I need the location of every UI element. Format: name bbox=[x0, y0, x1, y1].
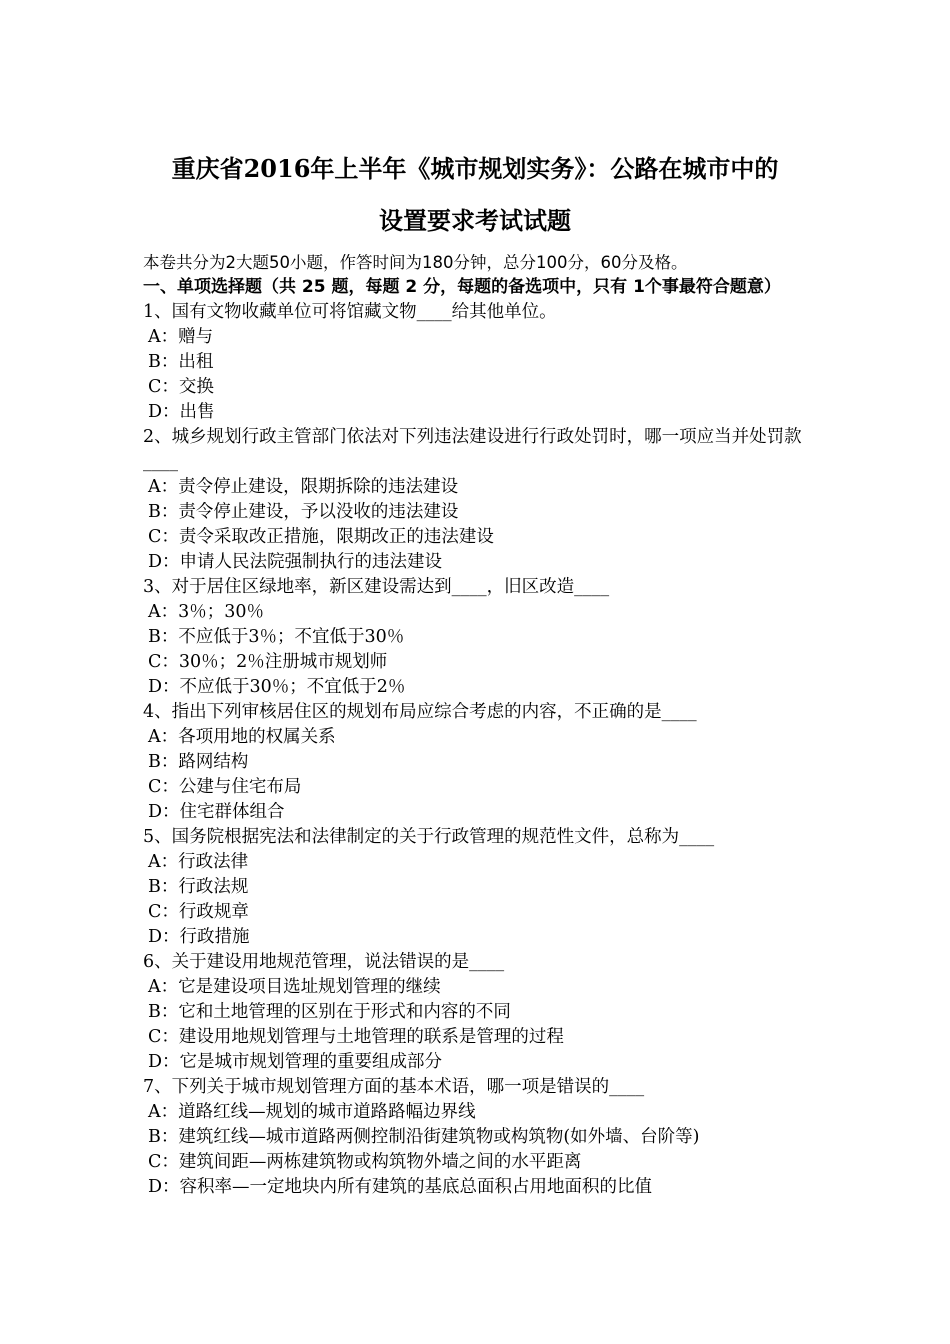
option-c: C：30％；2％注册城市规划师 bbox=[148, 652, 388, 672]
question-3 bbox=[143, 575, 823, 700]
option-a: A：3％；30％ bbox=[148, 602, 265, 622]
option-a: A：赠与 bbox=[148, 327, 214, 347]
option-d: D：出售 bbox=[148, 402, 215, 422]
option-c: C：公建与住宅布局 bbox=[148, 777, 302, 797]
option-c: C：建设用地规划管理与土地管理的联系是管理的过程 bbox=[148, 1027, 564, 1047]
option-c: C：责令采取改正措施，限期改正的违法建设 bbox=[148, 527, 494, 547]
option-b: B：建筑红线—城市道路两侧控制沿街建筑物或构筑物(如外墙、台阶等) bbox=[148, 1127, 700, 1147]
question-stem: 1、国有文物收藏单位可将馆藏文物____给其他单位。 bbox=[143, 302, 557, 322]
option-a: A：道路红线—规划的城市道路路幅边界线 bbox=[148, 1102, 476, 1122]
question-6 bbox=[143, 950, 823, 1075]
option-d: D：不应低于30％；不宜低于2％ bbox=[148, 677, 406, 697]
option-c: C：行政规章 bbox=[148, 902, 249, 922]
option-d: D：容积率—一定地块内所有建筑的基底总面积占用地面积的比值 bbox=[148, 1177, 653, 1197]
question-7 bbox=[143, 1075, 823, 1200]
question-stem: 5、国务院根据宪法和法律制定的关于行政管理的规范性文件，总称为____ bbox=[143, 827, 715, 847]
document-body bbox=[143, 250, 823, 1200]
option-b: B：它和土地管理的区别在于形式和内容的不同 bbox=[148, 1002, 511, 1022]
exam-intro: 本卷共分为2大题50小题，作答时间为180分钟，总分100分，60分及格。 bbox=[143, 253, 688, 272]
option-a: A：各项用地的权属关系 bbox=[148, 727, 336, 747]
question-stem: 3、对于居住区绿地率，新区建设需达到____，旧区改造____ bbox=[143, 577, 610, 597]
option-d: D：它是城市规划管理的重要组成部分 bbox=[148, 1052, 443, 1072]
document-title-line-2: 设置要求考试试题 bbox=[379, 206, 571, 235]
option-a: A：行政法律 bbox=[148, 852, 249, 872]
option-b: B：路网结构 bbox=[148, 752, 249, 772]
option-d: D：住宅群体组合 bbox=[148, 802, 285, 822]
document-title-line-1: 重庆省2016年上半年《城市规划实务》：公路在城市中的 bbox=[171, 154, 779, 183]
question-1 bbox=[143, 300, 823, 425]
option-d: D：行政措施 bbox=[148, 927, 250, 947]
section-heading: 一、单项选择题（共 25 题，每题 2 分，每题的备选项中，只有 1个事最符合题意） bbox=[143, 277, 781, 297]
question-stem: 4、指出下列审核居住区的规划布局应综合考虑的内容，不正确的是____ bbox=[143, 702, 697, 722]
option-a: A：它是建设项目选址规划管理的继续 bbox=[148, 977, 441, 997]
option-a: A：责令停止建设，限期拆除的违法建设 bbox=[148, 477, 459, 497]
option-c: C：建筑间距—两栋建筑物或构筑物外墙之间的水平距离 bbox=[148, 1152, 582, 1172]
question-5 bbox=[143, 825, 823, 950]
option-c: C：交换 bbox=[148, 377, 214, 397]
question-stem: 7、下列关于城市规划管理方面的基本术语，哪一项是错误的____ bbox=[143, 1077, 645, 1097]
option-b: B：不应低于3％；不宜低于30％ bbox=[148, 627, 405, 647]
question-4 bbox=[143, 700, 823, 825]
option-b: B：行政法规 bbox=[148, 877, 249, 897]
option-d: D：申请人民法院强制执行的违法建设 bbox=[148, 552, 443, 572]
option-b: B：出租 bbox=[148, 352, 214, 372]
option-b: B：责令停止建设，予以没收的违法建设 bbox=[148, 502, 459, 522]
question-stem: 2、城乡规划行政主管部门依法对下列违法建设进行行政处罚时，哪一项应当并处罚款____ bbox=[143, 427, 802, 472]
question-stem: 6、关于建设用地规范管理，说法错误的是____ bbox=[143, 952, 505, 972]
question-2 bbox=[143, 425, 823, 575]
